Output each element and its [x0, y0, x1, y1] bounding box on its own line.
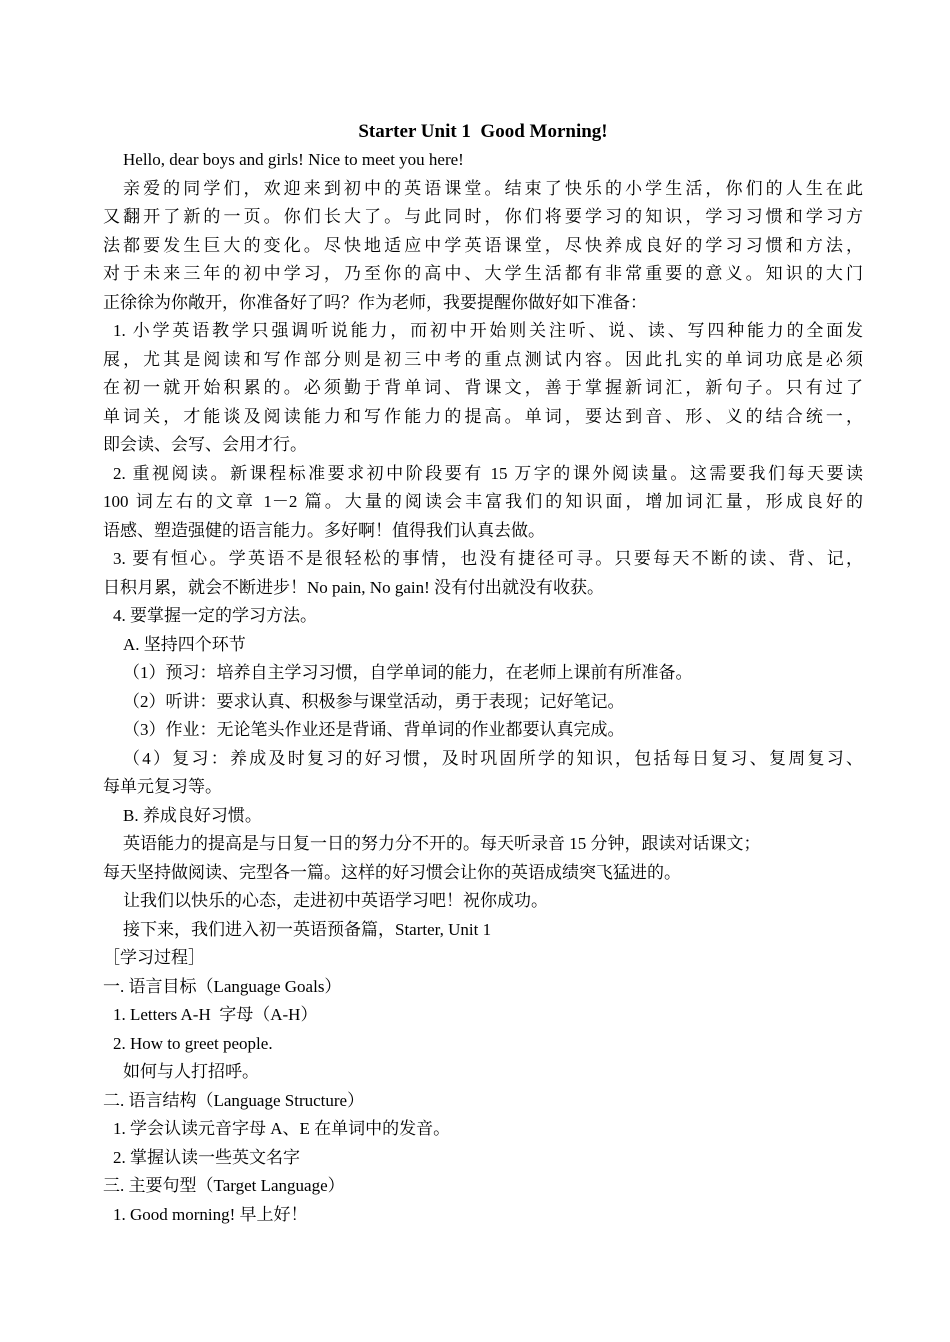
- section-item: 1. 学会认读元音字母 A、E 在单词中的发音。: [113, 1119, 451, 1138]
- point-1-line: 1. 小学英语教学只强调听说能力，而初中开始则关注听、说、读、写四种能力的全面发: [113, 321, 863, 340]
- point-1-line: 展，尤其是阅读和写作部分则是初三中考的重点测试内容。因此扎实的单词功底是必须: [103, 349, 863, 369]
- point-1-line: 即会读、会写、会用才行。: [103, 435, 307, 454]
- point-2-line: 100 词左右的文章 1－2 篇。大量的阅读会丰富我们的知识面，增加词汇量，形成良好的: [103, 492, 863, 511]
- intro-paragraph-line: 又翻开了新的一页。你们长大了。与此同时，你们将要学习的知识，学习习惯和学习方: [103, 207, 863, 226]
- point-3-line: 3. 要有恒心。学英语不是很轻松的事情，也没有捷径可寻。只要每天不断的读、背、记，: [113, 549, 863, 568]
- method-b-heading: B. 养成良好习惯。: [123, 805, 262, 825]
- point-2-line: 2. 重视阅读。新课程标准要求初中阶段要有 15 万字的课外阅读量。这需要我们每天要读: [113, 463, 863, 483]
- point-4-line: 4. 要掌握一定的学习方法。: [113, 606, 317, 625]
- learning-process-heading: ［学习过程］: [103, 948, 205, 967]
- intro-paragraph-line: 法都要发生巨大的变化。尽快地适应中学英语课堂，尽快养成良好的学习习惯和方法，: [103, 235, 863, 255]
- section-item: 1. Letters A-H 字母（A-H）: [113, 1005, 318, 1024]
- method-b-paragraph-line: 每天坚持做阅读、完型各一篇。这样的好习惯会让你的英语成绩突飞猛进的。: [103, 862, 681, 882]
- intro-paragraph-line: 正徐徐为你敞开，你准备好了吗？作为老师，我要提醒你做好如下准备：: [103, 292, 647, 312]
- method-a-item: （3）作业：无论笔头作业还是背诵、背单词的作业都要认真完成。: [123, 720, 625, 739]
- closing-line: 让我们以快乐的心态，走进初中英语学习吧！祝你成功。: [123, 891, 548, 910]
- point-1-line: 单词关，才能谈及阅读能力和写作能力的提高。单词，要达到音、形、义的结合统一，: [103, 406, 863, 426]
- point-2-line: 语感、塑造强健的语言能力。多好啊！值得我们认真去做。: [103, 520, 545, 540]
- method-a-item: 每单元复习等。: [103, 777, 222, 796]
- document-page: [103, 118, 863, 1229]
- method-a-item: （1）预习：培养自主学习习惯，自学单词的能力，在老师上课前有所准备。: [123, 663, 693, 682]
- section-item: 2. How to greet people.: [113, 1033, 273, 1053]
- document-title: Starter Unit 1 Good Morning!: [358, 121, 608, 142]
- section-item: 2. 掌握认读一些英文名字: [113, 1147, 300, 1167]
- section-item: 如何与人打招呼。: [123, 1062, 259, 1081]
- intro-paragraph-line: 对于未来三年的初中学习，乃至你的高中、大学生活都有非常重要的意义。知识的大门: [103, 264, 863, 283]
- section-heading: 一. 语言目标（Language Goals）: [103, 976, 342, 996]
- greeting-line: Hello, dear boys and girls! Nice to meet you here!: [123, 150, 464, 169]
- section-item: 1. Good morning! 早上好！: [113, 1204, 308, 1224]
- point-3-line: 日积月累，就会不断进步！No pain, No gain! 没有付出就没有收获。: [103, 577, 605, 597]
- section-heading: 三. 主要句型（Target Language）: [103, 1176, 345, 1195]
- method-b-paragraph-line: 英语能力的提高是与日复一日的努力分不开的。每天听录音 15 分钟，跟读对话课文；: [123, 834, 761, 853]
- section-heading: 二. 语言结构（Language Structure）: [103, 1090, 365, 1110]
- intro-paragraph-line: 亲爱的同学们，欢迎来到初中的英语课堂。结束了快乐的小学生活，你们的人生在此: [123, 178, 863, 198]
- point-1-line: 在初一就开始积累的。必须勤于背单词、背课文，善于掌握新词汇，新句子。只有过了: [103, 378, 863, 397]
- method-a-item: （4）复习：养成及时复习的好习惯，及时巩固所学的知识，包括每日复习、复周复习、: [123, 748, 863, 768]
- closing-line: 接下来，我们进入初一英语预备篇，Starter, Unit 1: [123, 919, 492, 939]
- method-a-item: （2）听讲：要求认真、积极参与课堂活动，勇于表现；记好笔记。: [123, 691, 625, 711]
- method-a-heading: A. 坚持四个环节: [123, 634, 246, 654]
